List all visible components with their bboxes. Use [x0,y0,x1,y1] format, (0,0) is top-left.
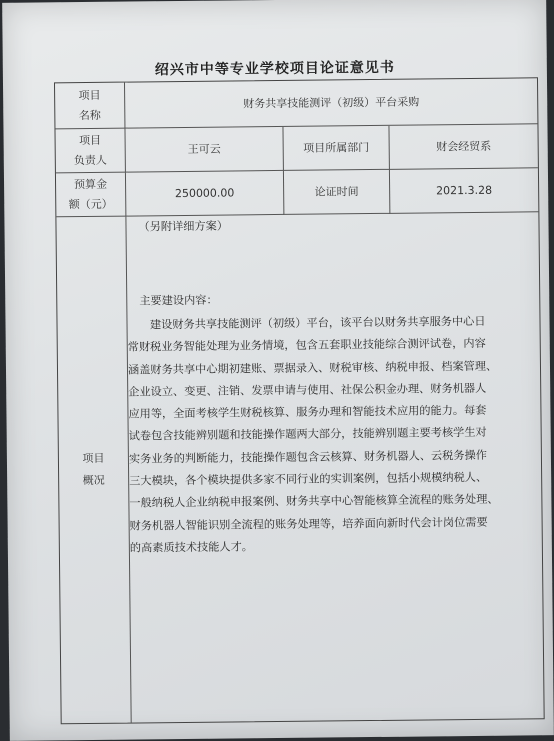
overview-line: 一般纳税人企业纳税申报案例、财务共享中心智能核算全流程的账务处理、 [129,493,499,510]
overview-heading: 主要建设内容： [139,293,218,308]
owner-value: 王可云 [125,127,283,173]
owner-label: 项目 负责人 [55,129,125,174]
overview-label: 项目 概况 [56,217,131,724]
time-value: 2021.3.28 [390,168,538,214]
form-table [54,77,545,724]
overview-line: 涵盖财务共享中心期初建账、票据录入、财税审核、纳税申报、档案管理、 [127,359,498,377]
overview-content [126,212,543,722]
overview-line: 企业设立、变更、注销、发票申请与使用、社保公积金办理、财务机器人 [128,381,487,399]
budget-label: 预算金 额（元） [56,173,126,218]
overview-line: 三大模块，各个模块提供多家不同行业的实训案例，包括小规模纳税人、 [129,470,488,488]
overview-line: 试卷包含技能辨别题和技能操作题两大部分，技能辨别题主要考核学生对 [128,426,487,444]
time-label: 论证时间 [284,170,390,215]
dept-value: 财会经贸系 [389,124,537,170]
dept-label: 项目所属部门 [283,126,389,171]
overview-line: 常财税业务智能处理为业务情境，包含五套职业技能综合测评试卷，内容 [127,337,486,354]
overview-line: 的高素质技术技能人才。 [129,540,254,555]
project-name-label: 项目 名称 [55,83,125,130]
overview-line: 建设财务共享技能测评（初级）平台，该平台以财务共享服务中心日 [127,314,486,332]
overview-line: 实务业务的判断能力，技能操作题包含云核算、财务机器人、云税务操作 [128,448,487,466]
overview-line: 财务机器人智能识别全流程的账务处理等，培养面向新时代会计岗位需要 [129,515,488,533]
overview-line: 应用等，全面考核学生财税核算、服务办理和智能技术应用的能力。每套 [128,404,487,421]
document-title: 绍兴市中等专业学校项目论证意见书 [154,59,395,79]
budget-value: 250000.00 [126,171,284,217]
project-name-value: 财务共享技能测评（初级）平台采购 [125,78,537,128]
overview-note: （另附详细方案） [138,219,229,234]
document-page [2,0,554,741]
overview-paragraph [127,310,534,559]
